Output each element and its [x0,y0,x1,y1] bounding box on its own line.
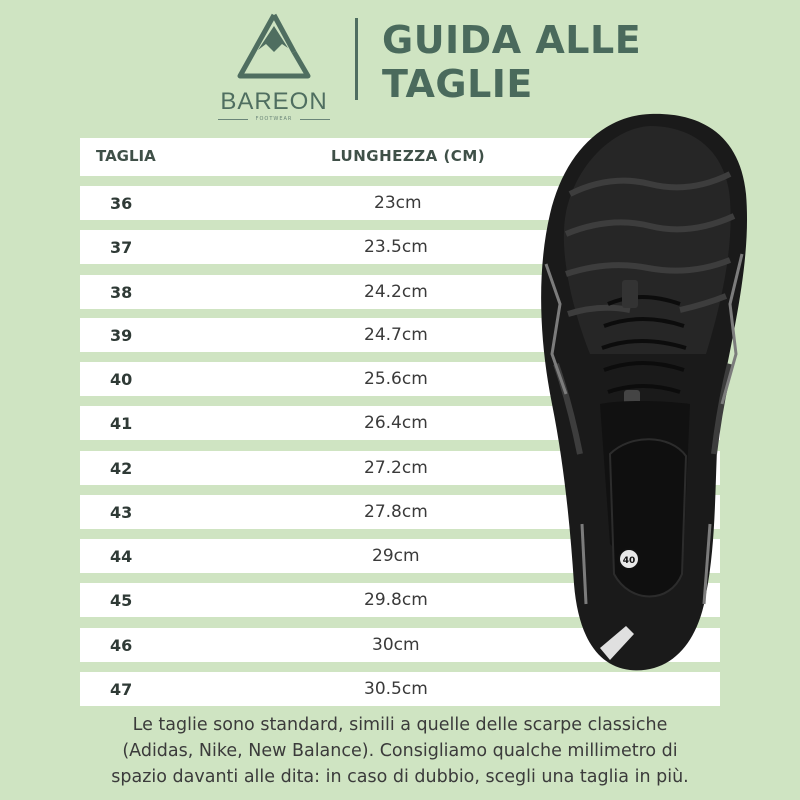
length-cell: 23.5cm [364,237,428,257]
size-cell: 46 [110,636,133,655]
length-cell: 23cm [374,193,422,213]
header-divider [355,18,358,100]
length-cell: 29.8cm [364,590,428,610]
length-cell: 29cm [372,546,420,566]
length-cell: 27.8cm [364,502,428,522]
mountain-icon [236,12,312,82]
footer-note [60,712,740,790]
size-cell: 44 [110,547,133,566]
length-cell: 27.2cm [364,458,428,478]
footer-line-3: spazio davanti alle dita: in caso di dubbio, scegli una taglia in più. [111,767,689,787]
brand-tagline: FOOTWEAR [255,116,293,122]
size-cell: 36 [110,194,133,213]
size-cell: 40 [110,370,133,389]
page-title [382,18,641,106]
footer-line-2: (Adidas, Nike, New Balance). Consigliamo qualche millimetro di [122,741,678,761]
length-cell: 30.5cm [364,679,428,699]
size-cell: 47 [110,680,133,699]
size-cell: 41 [110,414,133,433]
size-cell: 39 [110,326,133,345]
header-length: LUNGHEZZA (CM) [331,147,486,165]
title-line-2: TAGLIE [382,62,533,106]
shoe-image [530,104,760,684]
size-cell: 42 [110,459,133,478]
footer-line-1: Le taglie sono standard, simili a quelle delle scarpe classiche [132,715,668,735]
brand-name: BAREON [220,88,328,115]
title-line-1: GUIDA ALLE [382,18,642,62]
length-cell: 24.7cm [364,325,428,345]
size-cell: 37 [110,238,133,257]
brand-rule-right [300,119,330,120]
length-cell: 26.4cm [364,413,428,433]
brand-logo [218,8,330,120]
header-size: TAGLIA [96,147,156,165]
length-cell: 24.2cm [364,282,428,302]
size-cell: 43 [110,503,133,522]
length-cell: 30cm [372,635,420,655]
insole-size-label: 40 [622,556,636,566]
size-cell: 38 [110,283,133,302]
size-cell: 45 [110,591,133,610]
length-cell: 25.6cm [364,369,428,389]
